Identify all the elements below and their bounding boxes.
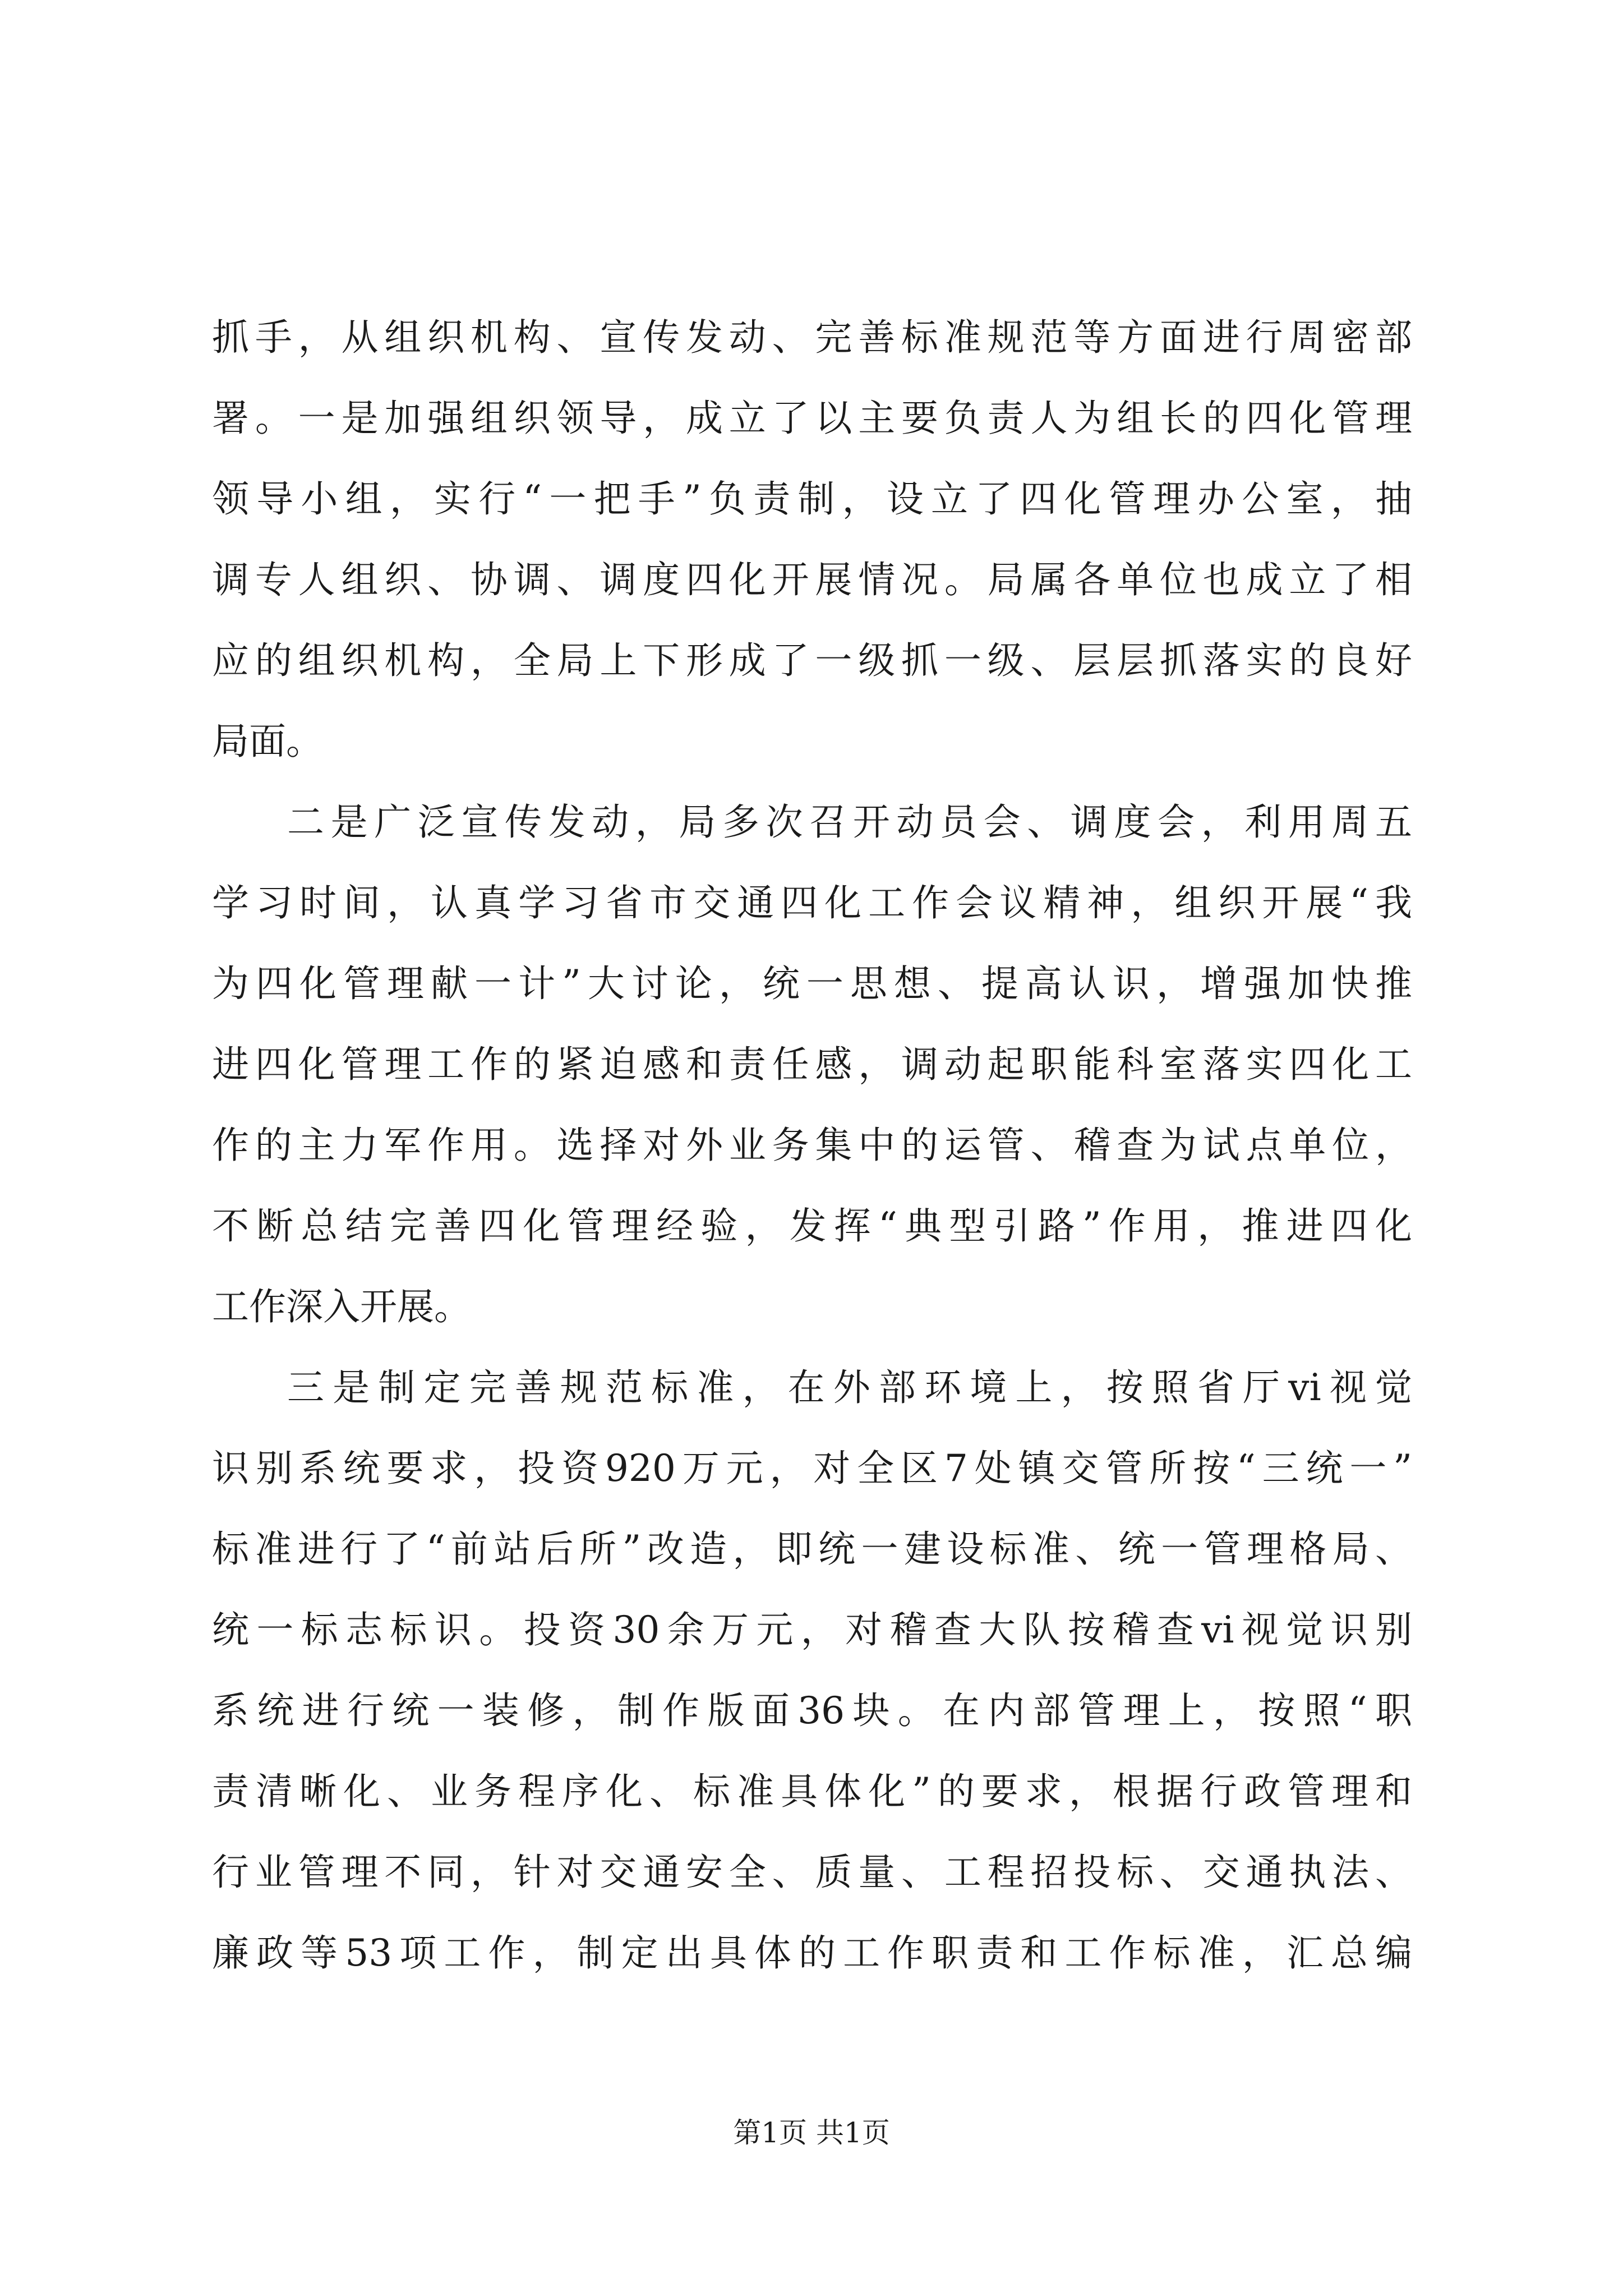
text-line: 工作深入开展。	[212, 1285, 471, 1328]
text-line: 抓手，从组织机构、宣传发动、完善标准规范等方面进行周密部	[212, 316, 1412, 359]
text-line: 局面。	[212, 720, 323, 763]
text-line: 责清晰化、业务程序化、标准具体化”的要求，根据行政管理和	[212, 1770, 1412, 1813]
text-line: 不断总结完善四化管理经验，发挥“典型引路”作用，推进四化	[212, 1204, 1412, 1248]
text-line: 作的主力军作用。选择对外业务集中的运管、稽查为试点单位，	[212, 1124, 1412, 1167]
text-line: 为四化管理献一计”大讨论，统一思想、提高认识，增强加快推	[212, 962, 1412, 1005]
text-line: 廉政等53项工作，制定出具体的工作职责和工作标准，汇总编	[212, 1931, 1412, 1975]
text-line: 领导小组，实行“一把手”负责制，设立了四化管理办公室，抽	[212, 477, 1412, 521]
text-line: 应的组织机构，全局上下形成了一级抓一级、层层抓落实的良好	[212, 639, 1412, 682]
document-body	[212, 297, 1412, 1994]
text-line: 标准进行了“前站后所”改造，即统一建设标准、统一管理格局、	[212, 1527, 1412, 1571]
text-line: 调专人组织、协调、调度四化开展情况。局属各单位也成立了相	[212, 558, 1412, 601]
page-footer: 第1页 共1页	[733, 2116, 890, 2149]
paragraph-3	[212, 1347, 1412, 1994]
text-line: 系统进行统一装修，制作版面36块。在内部管理上，按照“职	[212, 1689, 1412, 1732]
text-line: 识别系统要求，投资920万元，对全区7处镇交管所按“三统一”	[212, 1447, 1412, 1490]
text-line: 进四化管理工作的紧迫感和责任感，调动起职能科室落实四化工	[212, 1043, 1412, 1086]
text-line: 二是广泛宣传发动，局多次召开动员会、调度会，利用周五	[287, 800, 1412, 844]
paragraph-1	[212, 297, 1412, 782]
text-line: 统一标志标识。投资30余万元，对稽查大队按稽查vi视觉识别	[212, 1608, 1412, 1651]
text-line: 三是制定完善规范标准，在外部环境上，按照省厅vi视觉	[287, 1366, 1412, 1409]
text-line: 行业管理不同，针对交通安全、质量、工程招投标、交通执法、	[212, 1851, 1412, 1894]
text-line: 学习时间，认真学习省市交通四化工作会议精神，组织开展“我	[212, 881, 1412, 924]
text-line: 署。一是加强组织领导，成立了以主要负责人为组长的四化管理	[212, 397, 1412, 440]
paragraph-2	[212, 782, 1412, 1347]
